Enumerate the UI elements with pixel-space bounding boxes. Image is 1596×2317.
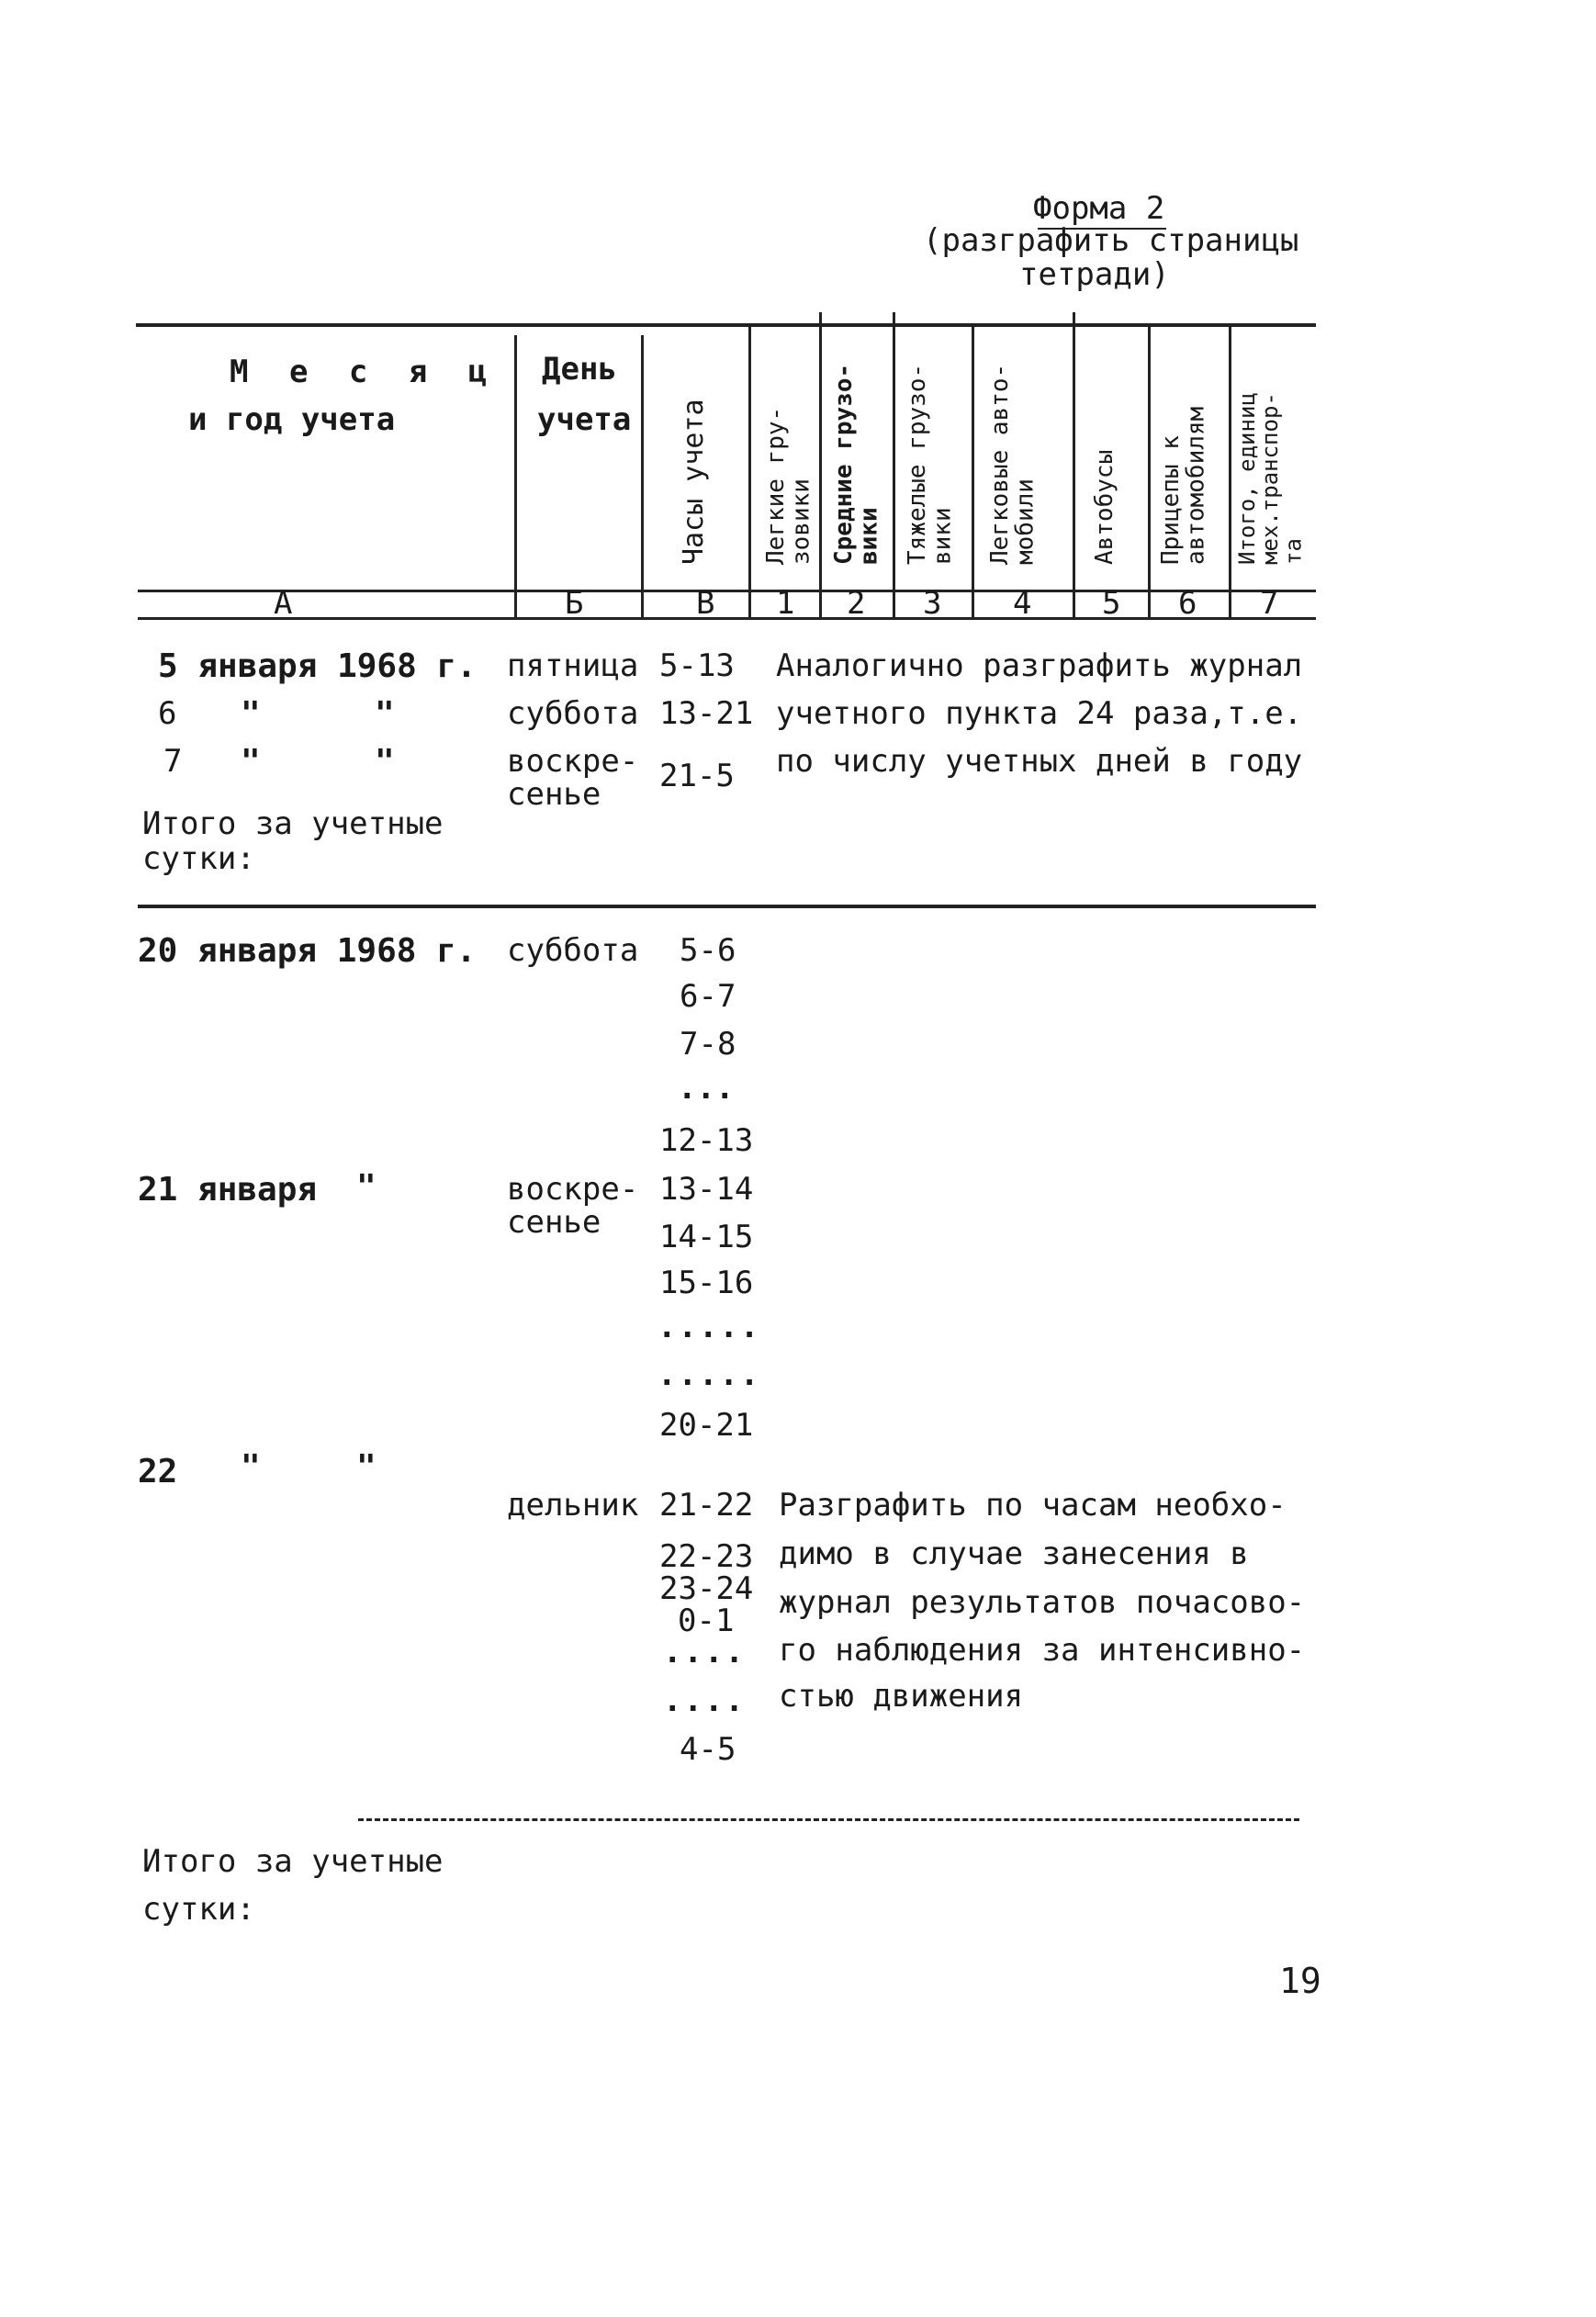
code-v: В bbox=[696, 585, 715, 622]
code-5: 5 bbox=[1102, 585, 1121, 622]
s2-note-line: го наблюдения за интенсивно- bbox=[779, 1632, 1306, 1669]
s1-day-1: пятница bbox=[507, 647, 639, 684]
s2-hour: 6-7 bbox=[680, 978, 736, 1015]
header-day-line1: День bbox=[542, 351, 617, 388]
s2-date-1: 20 января 1968 г. bbox=[138, 932, 477, 970]
s1-note-2: учетного пункта 24 раза,т.е. bbox=[776, 695, 1303, 732]
s2-hour: 15-16 bbox=[659, 1265, 754, 1301]
header-month-line1: М е с я ц bbox=[230, 354, 499, 390]
s2-note-line: димо в случае занесения в bbox=[779, 1535, 1249, 1572]
s1-day-3b: сенье bbox=[507, 776, 601, 813]
s1-ditto-2b: " bbox=[375, 695, 395, 733]
s2-hour: ..... bbox=[658, 1309, 761, 1345]
s2-note-line: Разграфить по часам необхо- bbox=[779, 1487, 1287, 1524]
code-7: 7 bbox=[1260, 585, 1279, 622]
s1-day-2: суббота bbox=[507, 695, 639, 732]
header-cars: Легковые авто- мобили bbox=[986, 363, 1040, 565]
header-total: Итого, единиц мех.транспор- та bbox=[1234, 392, 1307, 565]
header-top-rule bbox=[136, 323, 1316, 327]
s2-hour: .... bbox=[663, 1634, 746, 1670]
form-title: Форма 2 bbox=[1033, 190, 1165, 227]
s2-hour: 4-5 bbox=[680, 1731, 736, 1768]
code-2: 2 bbox=[847, 585, 866, 622]
s2-date-3: 22 bbox=[138, 1453, 178, 1490]
s1-date-1: 5 января 1968 г. bbox=[158, 647, 477, 685]
header-mid-rule bbox=[138, 590, 1316, 592]
s1-note-3: по числу учетных дней в году bbox=[776, 743, 1303, 780]
header-heavy-trucks: Тяжелые грузо- вики bbox=[904, 363, 957, 565]
col-sep-1 bbox=[514, 335, 517, 617]
s1-ditto-3b: " bbox=[375, 743, 395, 781]
header-day-line2: учета bbox=[537, 401, 632, 438]
s2-date-2: 21 января bbox=[138, 1171, 318, 1209]
s1-ditto-2a: " bbox=[241, 695, 261, 733]
s1-hours-1: 5-13 bbox=[659, 647, 735, 684]
header-bottom-rule bbox=[138, 617, 1316, 620]
s2-hour: .... bbox=[663, 1682, 746, 1719]
page-number: 19 bbox=[1279, 1961, 1321, 2001]
code-a: А bbox=[274, 585, 293, 622]
col-sep-8 bbox=[1148, 326, 1151, 617]
s1-hours-3: 21-5 bbox=[659, 758, 735, 794]
code-3: 3 bbox=[923, 585, 942, 622]
s2-hour: 23-24 bbox=[659, 1570, 754, 1607]
code-6: 6 bbox=[1178, 585, 1197, 622]
s2-day-2a: воскре- bbox=[507, 1171, 639, 1208]
header-hours: Часы учета bbox=[678, 399, 710, 565]
form-note-line1: (разграфить страницы bbox=[923, 222, 1299, 259]
s2-ditto-3a: " bbox=[241, 1448, 261, 1486]
s2-ditto-2: " bbox=[356, 1168, 377, 1206]
s1-ditto-3a: " bbox=[241, 743, 261, 781]
s2-note-line: журнал результатов почасово- bbox=[779, 1584, 1306, 1621]
col-sep-2 bbox=[641, 335, 644, 617]
header-light-trucks: Легкие гру- зовики bbox=[762, 406, 815, 565]
code-1: 1 bbox=[776, 585, 795, 622]
s2-ditto-3b: " bbox=[356, 1448, 377, 1486]
s1-total-line1: Итого за учетные bbox=[142, 805, 444, 842]
header-buses: Автобусы bbox=[1091, 449, 1118, 565]
s2-hour: 14-15 bbox=[659, 1219, 754, 1255]
s1-hours-2: 13-21 bbox=[659, 695, 754, 732]
col-sep-9 bbox=[1229, 326, 1231, 617]
s1-day-3a: воскре- bbox=[507, 743, 639, 780]
s1-date-3: 7 bbox=[163, 743, 183, 780]
code-b: Б bbox=[565, 585, 584, 622]
s2-hour: ... bbox=[678, 1070, 735, 1107]
dashed-rule bbox=[358, 1818, 1299, 1821]
s2-hour: 7-8 bbox=[680, 1026, 736, 1063]
form-note-line2: тетради) bbox=[1019, 256, 1170, 293]
col-sep-6 bbox=[972, 326, 974, 617]
s2-day-2b: сенье bbox=[507, 1204, 601, 1241]
s2-hour: 5-6 bbox=[680, 932, 736, 969]
s2-total-line1: Итого за учетные bbox=[142, 1843, 444, 1880]
s2-day-4: дельник bbox=[507, 1487, 639, 1524]
col-sep-7 bbox=[1073, 312, 1075, 617]
section-divider bbox=[138, 905, 1316, 908]
s2-hour: ..... bbox=[658, 1356, 761, 1393]
col-sep-4 bbox=[819, 312, 822, 617]
s2-hour: 12-13 bbox=[659, 1122, 754, 1159]
code-4: 4 bbox=[1013, 585, 1032, 622]
col-sep-5 bbox=[893, 312, 895, 617]
s2-note-line: стью движения bbox=[779, 1678, 1024, 1715]
s1-date-2: 6 bbox=[158, 695, 177, 732]
s2-hour: 21-22 bbox=[659, 1487, 754, 1524]
s1-note-1: Аналогично разграфить журнал bbox=[776, 647, 1303, 684]
s1-total-line2: сутки: bbox=[142, 840, 255, 877]
s2-hour: 22-23 bbox=[659, 1538, 754, 1575]
s2-hour: 20-21 bbox=[659, 1407, 754, 1444]
s2-hour: 0-1 bbox=[678, 1603, 735, 1639]
header-trailers: Прицепы к автомобилям bbox=[1157, 406, 1210, 565]
header-month-line2: и год учета bbox=[188, 401, 396, 438]
s2-hour: 13-14 bbox=[659, 1171, 754, 1208]
col-sep-3 bbox=[748, 326, 751, 617]
header-medium-trucks: Средние грузо- вики bbox=[830, 363, 883, 565]
s2-day-1: суббота bbox=[507, 932, 639, 969]
s2-total-line2: сутки: bbox=[142, 1891, 255, 1928]
